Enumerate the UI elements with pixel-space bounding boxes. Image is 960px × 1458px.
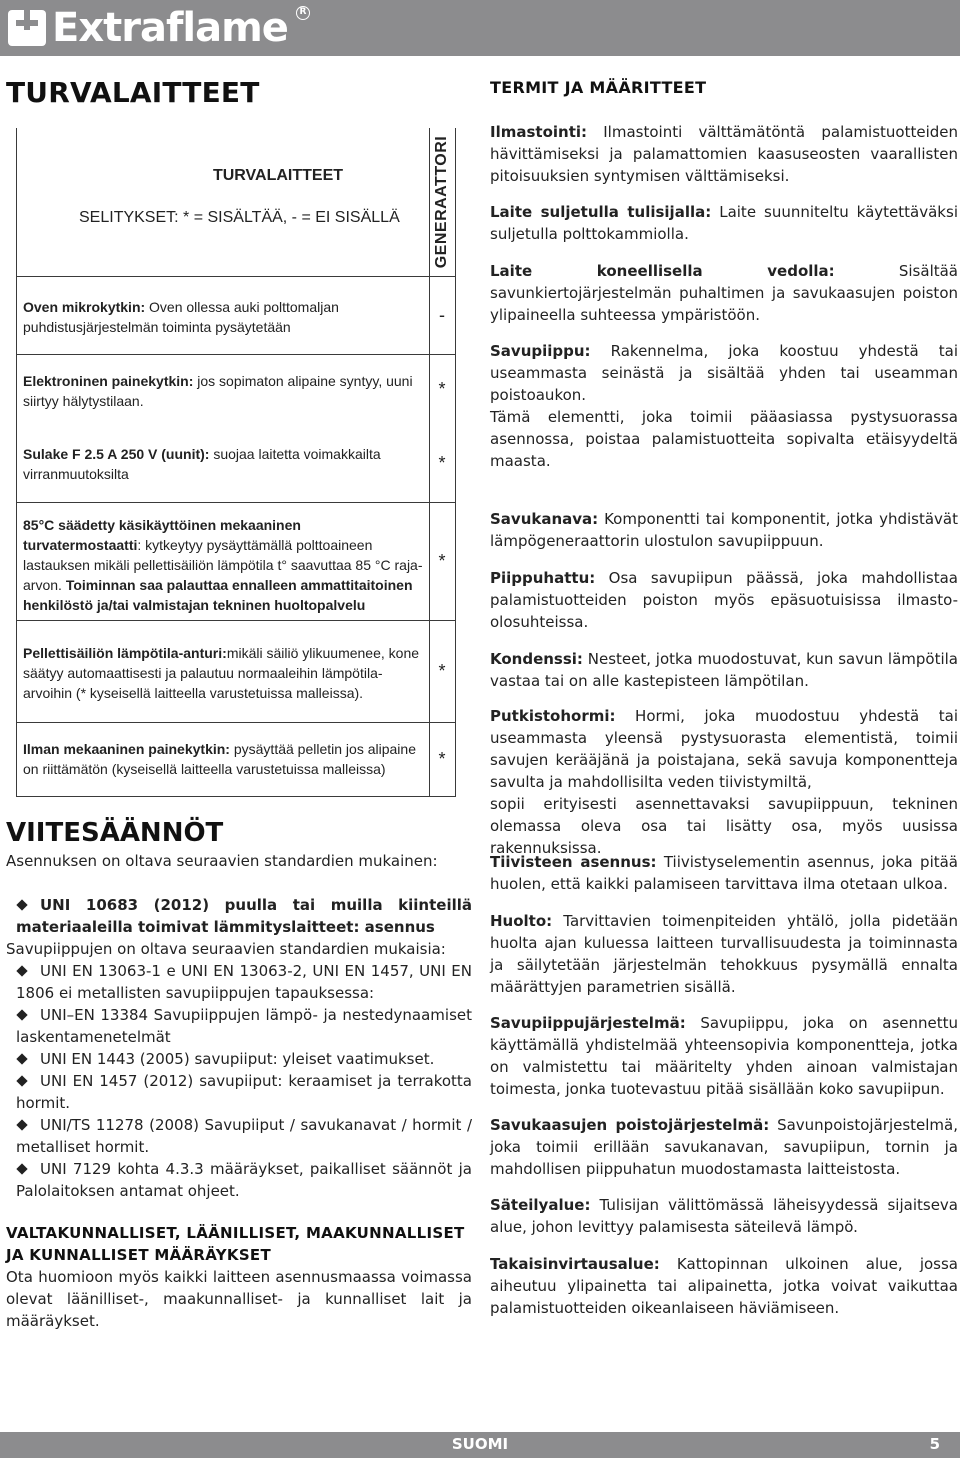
row-value: - xyxy=(429,277,454,354)
term-item: Savukaasujen poistojärjestelmä: Savunpoistojärjestelmä, joka toimii erillään savukanavan, savupiipun, tornin ja mahdollisen piippuhatun muodostamasta laitteistosta. xyxy=(490,1116,959,1178)
table-row: Pellettisäiliön lämpötila-anturi:mikäli säiliö ylikuumenee, kone säätyy automaattisesti ja palautuu normaaleihin lämpötila-arvoihin (* kyseisellä laitteella varustetuissa malleissa). * xyxy=(17,620,455,722)
term-item: Savukanava: Komponentti tai komponentit, jotka yhdistävät lämpögeneraattorin ulostulon savupiippuun. xyxy=(490,510,958,550)
bullet-diamond-icon xyxy=(16,1075,27,1086)
term-item: Laite koneellisella vedolla: Sisältää savunkiertojärjestelmän puhaltimen ja savukaasujen poiston ylipaineella suhteessa ympäristöön. xyxy=(490,262,959,324)
standards-title: VIITESÄÄNNÖT xyxy=(6,818,224,848)
row-value: * xyxy=(429,503,454,620)
bullet-diamond-icon xyxy=(16,1163,27,1174)
table-row: Oven mikrokytkin: Oven ollessa auki polttomaljan puhdistusjärjestelmän toiminta pysäytetään - xyxy=(17,276,455,354)
term-item: Kondenssi: Nesteet, jotka muodostuvat, kun savun lämpötila vastaa tai on alle kastepisteen lämpötilan. xyxy=(490,650,958,690)
row-value: * xyxy=(429,723,454,796)
term-item: Putkistohormi: Hormi, joka muodostuu yhdestä tai useammasta yleensä pystysuorasta elementistä, toimii savujen kerääjänä ja poistajana, sekä savuja komponentteja savulta ja mahdollisilta veden tiivistymiltä, sopii erityisesti asennettavaksi savupiippuun, tekninen olemassa oleva osa tai lisätty osa, myös uusissa rakennuksissa. xyxy=(490,707,958,857)
row-value: * xyxy=(429,621,454,722)
row-value: * xyxy=(429,424,454,502)
standard-bullet-main: UNI 10683 (2012) puulla tai muilla kiinteillä materiaaleilla toimivat lämmityslaitteet: asennus xyxy=(16,896,472,936)
extraflame-logo-icon xyxy=(6,6,50,50)
standard-bullet: UNI EN 1443 (2005) savupiiput: yleiset vaatimukset. xyxy=(16,1048,472,1070)
standards-intro: Asennuksen on oltava seuraavien standardien mukainen: xyxy=(6,852,438,870)
standard-bullet: UNI–EN 13384 Savupiippujen lämpö- ja nestedynaamiset laskentamenetelmät xyxy=(16,1006,472,1046)
safety-devices-table xyxy=(16,128,456,797)
footer-language: SUOMI xyxy=(451,1435,509,1453)
header-bar xyxy=(0,0,960,56)
term-item: Takaisinvirtausalue: Kattopinnan ulkoinen alue, jossa aiheutuu ylipainetta tai alipainetta, jotka voivat vaikuttaa palamistuotteiden oikeanlaiseen häviämiseen. xyxy=(490,1255,958,1317)
term-item: Savupiippu: Rakennelma, joka koostuu yhdestä tai useammasta seinästä ja sisältää yhden tai useamman poistoaukon. Tämä elementti, joka toimii pääasiassa pystysuorassa asennossa, poistaa palamistuotteita sopivalta etäisyydeltä maasta. xyxy=(490,342,958,470)
table-header-row xyxy=(17,128,455,276)
table-row: Sulake F 2.5 A 250 V (uunit): suojaa laitetta voimakkailta virranmuutoksilta * xyxy=(17,424,455,502)
regional-regulations-title: VALTAKUNNALLISET, LÄÄNILLISET, MAAKUNNALLISET JA KUNNALLISET MÄÄRÄYKSET xyxy=(6,1224,465,1264)
brand-logo xyxy=(6,4,288,52)
table-title: TURVALAITTEET xyxy=(212,167,344,184)
table-row: 85°C säädetty käsikäyttöinen mekaaninen turvatermostaatti: kytkeytyy pysäyttämällä polttoaineen lastauksen mikäli pellettisäiliön lämpötila t° saavuttaa 85 °C raja-arvon. Toiminnan saa palauttaa ennalleen ammattitaitoinen henkilöstö ja/tai valmistajan tekninen huoltopalvelu * xyxy=(17,502,455,620)
page-title: TURVALAITTEET xyxy=(6,76,260,109)
bullet-diamond-icon xyxy=(16,965,27,976)
bullet-diamond-icon xyxy=(16,1119,27,1130)
bullet-diamond-icon xyxy=(16,1009,27,1020)
bullet-diamond-icon xyxy=(16,1053,27,1064)
footer-bar xyxy=(0,1432,960,1458)
table-row: Ilman mekaaninen painekytkin: pysäyttää pelletin jos alipaine on riittämätön (kyseisellä laitteella varustetuissa malleissa) * xyxy=(17,722,455,796)
registered-mark: R xyxy=(296,6,310,20)
table-row: Elektroninen painekytkin: jos sopimaton alipaine syntyy, uuni siirtyy hälytystilaan. * xyxy=(17,354,455,424)
term-item: Laite suljetulla tulisijalla: Laite suunniteltu käytettäväksi suljetulla polttokammiolla. xyxy=(490,203,958,243)
standards-intro-2: Savupiippujen on oltava seuraavien standardien mukaisia: xyxy=(6,940,446,958)
regional-regulations-text: Ota huomioon myös kaikki laitteen asennusmaassa voimassa olevat läänilliset-, maakunnalliset- ja kunnalliset lait ja määräykset. xyxy=(6,1268,472,1330)
term-item: Tiivisteen asennus: Tiivistyselementin asennus, joka pitää huolen, että kaikki palamiseen tarvittava ilma otetaan ulkoa. xyxy=(490,853,958,893)
standard-bullet: UNI EN 13063-1 e UNI EN 13063-2, UNI EN 1457, UNI EN 1806 ei metallisten savupiippujen tapauksessa: xyxy=(16,962,472,1002)
term-item: Huolto: Tarvittavien toimenpiteiden yhtälö, jolla pidetään huolta ajan kuluessa laitteen turvallisuudesta ja toiminnasta ja säilytetään järjestelmän tehokkuus pysymällä ennalta määrättyjen parametrien sisällä. xyxy=(490,912,958,996)
row-value: * xyxy=(429,355,454,424)
bullet-diamond-icon xyxy=(16,899,27,910)
brand-name: Extraflame xyxy=(52,5,288,51)
table-legend: SELITYKSET: * = SISÄLTÄÄ, - = EI SISÄLLÄ xyxy=(79,209,400,226)
term-item: Ilmastointi: Ilmastointi välttämätöntä palamistuotteiden hävittämiseksi ja palamattomien kaasuseosten vaarallisten pitoisuuksien syntymisen välttämiseksi. xyxy=(490,123,958,185)
standard-bullet: UNI/TS 11278 (2008) Savupiiput / savukanavat / hormit / metalliset hormit. xyxy=(16,1116,472,1156)
term-item: Piippuhattu: Osa savupiipun päässä, joka mahdollistaa palamistuotteiden poiston myös epäsuotuisissa ilmasto-olosuhteissa. xyxy=(490,569,958,631)
term-item: Savupiippujärjestelmä: Savupiippu, joka on asennettu käyttämällä yhdistelmää yhteensopivia komponentteja, jotka on valmistettu tai määritelty yhden ainoan valmistajan toimesta, jonka tuotevastuu pitää sisällään koko savupiipun. xyxy=(490,1014,958,1098)
column-header-generaattori: GENERAATTORI xyxy=(429,128,454,276)
standard-bullet: UNI 7129 kohta 4.3.3 määräykset, paikalliset säännöt ja Palolaitoksen antamat ohjeet. xyxy=(16,1160,472,1200)
page-number: 5 xyxy=(929,1435,940,1453)
term-item: Säteilyalue: Tulisijan välittömässä läheisyydessä sijaitseva alue, johon levittyy palamisesta säteilevä lämpö. xyxy=(490,1196,958,1236)
standard-bullet: UNI EN 1457 (2012) savupiiput: keraamiset ja terrakotta hormit. xyxy=(16,1072,472,1112)
terms-title: TERMIT JA MÄÄRITTEET xyxy=(490,78,707,97)
